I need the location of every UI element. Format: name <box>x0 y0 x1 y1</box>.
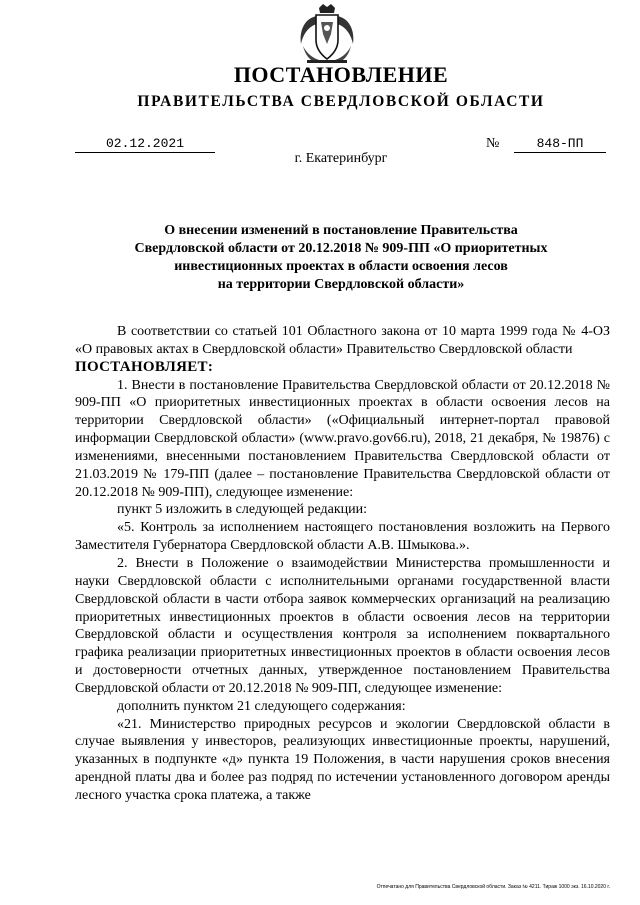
paragraph-1-sub: пункт 5 изложить в следующей редакции: <box>117 502 367 518</box>
number-label: № <box>486 136 500 151</box>
document-body <box>75 323 610 805</box>
document-heading <box>60 222 622 294</box>
coat-of-arms-icon <box>295 4 359 64</box>
heading-line: инвестиционных проектах в области освоения лесов <box>174 259 508 274</box>
paragraph-1: 1. Внести в постановление Правительства Свердловской области от 20.12.2018 № 909-ПП «О приоритетных инвестиционных проектах в области освоения лесов на территории Свердловской области» («Официальный интернет-портал правовой информации Свердловской области» (www.pravo.gov66.ru), 2018, 21 декабря, № 19876) с изменениями, внесенными постановлением Правительства Свердловской области от 21.03.2019 № 179-ПП (далее – постановление Правительства Свердловской области от 20.12.2018 № 909-ПП), следующее изменение: <box>75 377 610 500</box>
document-number: 848-ПП <box>514 136 606 153</box>
document-title: ПОСТАНОВЛЕНИЕ <box>233 62 449 87</box>
document-city: г. Екатеринбург <box>294 151 388 166</box>
paragraph-2: 2. Внести в Положение о взаимодействии Министерства промышленности и науки Свердловской области с исполнительными органами государственной власти Свердловской области в части отбора заявок коммерческих организаций на реализацию приоритетных инвестиционных проектов в области освоения лесов на территории Свердловской области и осуществления контроля за исполнением поквартального графика реализации приоритетных инвестиционных проектов в области освоения лесов и достоверности отчетных данных, утвержденное постановлением Правительства Свердловской области от 20.12.2018 № 909-ПП, следующее изменение: <box>75 555 610 696</box>
resolves-heading: ПОСТАНОВЛЯЕТ: <box>75 358 214 375</box>
heading-line: на территории Свердловской области» <box>217 277 465 292</box>
print-footer: Отпечатано для Правительства Свердловской области. Заказ № 4211. Тираж 1000 экз. 16.10.2020 г. <box>376 884 610 890</box>
paragraph-2-quote: «21. Министерство природных ресурсов и экологии Свердловской области в случае выявления у инвесторов, реализующих инвестиционные проекты, нарушений, указанных в подпункте «д» пункта 19 Положения, в части нарушения сроков внесения арендной платы два и более раз подряд по истечении установленного договором аренды лесного участка срока платежа, а также <box>75 716 610 803</box>
heading-line: О внесении изменений в постановление Правительства <box>164 223 518 238</box>
paragraph-1-quote: «5. Контроль за исполнением настоящего постановления возложить на Первого Заместителя Губернатора Свердловской области А.В. Шмыкова.». <box>75 520 610 554</box>
document-date: 02.12.2021 <box>75 136 215 153</box>
heading-line: Свердловской области от 20.12.2018 № 909-ПП «О приоритетных <box>134 241 548 256</box>
document-issuer: ПРАВИТЕЛЬСТВА СВЕРДЛОВСКОЙ ОБЛАСТИ <box>137 93 545 110</box>
intro-paragraph: В соответствии со статьей 101 Областного закона от 10 марта 1999 года № 4-ОЗ «О правовых актах в Свердловской области» Правительство Свердловской области <box>75 324 610 357</box>
paragraph-2-sub: дополнить пунктом 21 следующего содержания: <box>117 698 406 714</box>
